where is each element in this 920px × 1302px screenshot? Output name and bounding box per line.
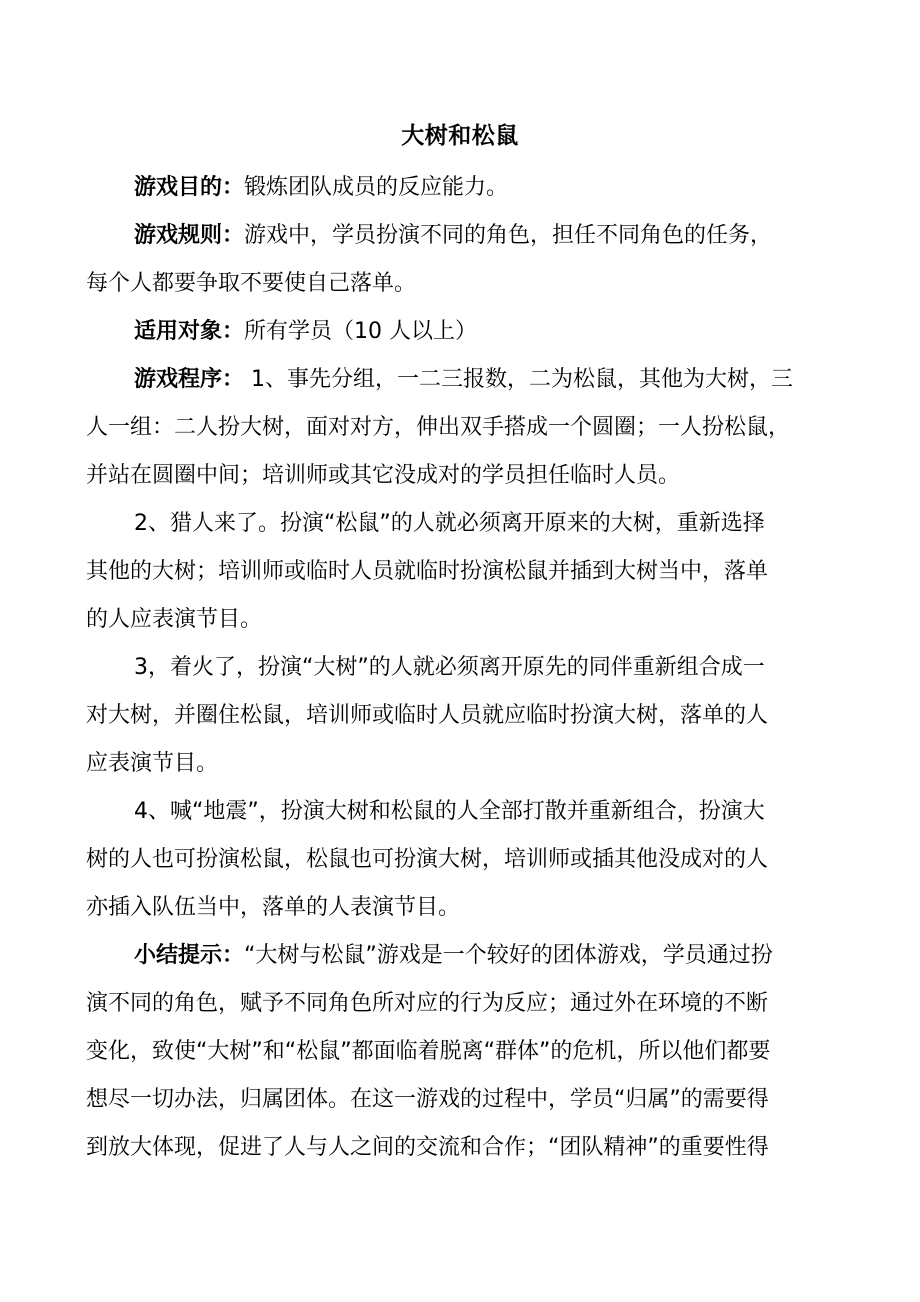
procedure-step3-line-2: 对大树，并圈住松鼠，培训师或临时人员就应临时扮演大树，落单的人	[86, 703, 769, 728]
procedure-step1-line-1: 1、事先分组，一二三报数，二为松鼠，其他为大树，三	[244, 367, 794, 392]
purpose-label: 游戏目的：	[134, 175, 245, 200]
rules-text-line-1: 游戏中，学员扮演不同的角色，担任不同角色的任务，	[244, 223, 773, 248]
audience-label: 适用对象：	[134, 319, 245, 344]
summary-paragraph	[86, 932, 834, 980]
rules-paragraph	[86, 212, 834, 260]
procedure-paragraph	[86, 356, 834, 404]
summary-line-2: 演不同的角色，赋予不同角色所对应的行为反应；通过外在环境的不断	[86, 991, 769, 1016]
document-title: 大树和松鼠	[401, 123, 519, 149]
document-page	[86, 108, 834, 1172]
procedure-step4-line-3: 亦插入队伍当中，落单的人表演节目。	[86, 895, 461, 920]
summary-line-3: 变化，致使“大树”和“松鼠”都面临着脱离“群体”的危机，所以他们都要	[86, 1039, 771, 1064]
procedure-step3-line-3: 应表演节目。	[86, 751, 219, 776]
summary-line-5: 到放大体现，促进了人与人之间的交流和合作；“团队精神”的重要性得	[86, 1135, 769, 1160]
procedure-step3-line-1: 3，着火了，扮演“大树”的人就必须离开原先的同伴重新组合成一	[134, 655, 765, 680]
procedure-step4-line-1: 4、喊“地震”，扮演大树和松鼠的人全部打散并重新组合，扮演大	[134, 799, 765, 824]
summary-line-1: “大树与松鼠”游戏是一个较好的团体游戏，学员通过扮	[244, 943, 773, 968]
procedure-step4-line-2: 树的人也可扮演松鼠，松鼠也可扮演大树，培训师或插其他没成对的人	[86, 847, 769, 872]
summary-label: 小结提示：	[134, 943, 245, 968]
audience-text: 所有学员（10 人以上）	[244, 319, 478, 344]
procedure-step1-line-2: 人一组：二人扮大树，面对对方，伸出双手搭成一个圆圈；一人扮松鼠，	[86, 415, 791, 440]
audience-paragraph	[86, 308, 834, 356]
procedure-step2-line-3: 的人应表演节目。	[86, 607, 263, 632]
procedure-step2-line-2: 其他的大树；培训师或临时人员就临时扮演松鼠并插到大树当中，落单	[86, 559, 769, 584]
procedure-step2-line-1: 2、猎人来了。扮演“松鼠”的人就必须离开原来的大树，重新选择	[134, 511, 765, 536]
purpose-text: 锻炼团队成员的反应能力。	[244, 175, 509, 200]
procedure-label: 游戏程序：	[134, 367, 245, 392]
summary-line-4: 想尽一切办法，归属团体。在这一游戏的过程中，学员“归属”的需要得	[86, 1087, 769, 1112]
rules-text-line-2: 每个人都要争取不要使自己落单。	[86, 271, 417, 296]
rules-label: 游戏规则：	[134, 223, 245, 248]
purpose-paragraph	[86, 164, 834, 212]
procedure-step1-line-3: 并站在圆圈中间；培训师或其它没成对的学员担任临时人员。	[86, 463, 681, 488]
